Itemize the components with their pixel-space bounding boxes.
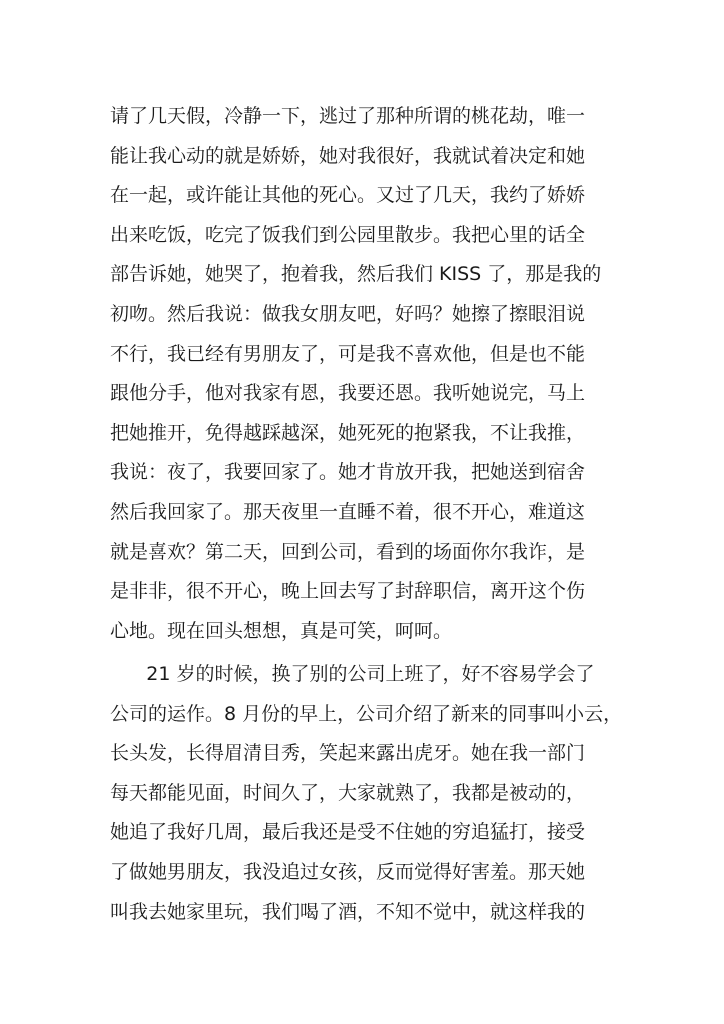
paragraph-2 <box>110 655 630 932</box>
text-line: 请了几天假，冷静一下，逃过了那种所谓的桃花劫，唯一 <box>110 105 586 127</box>
text-line: 不行，我已经有男朋友了，可是我不喜欢他，但是也不能 <box>110 342 586 365</box>
text-line: 长头发，长得眉清目秀，笑起来露出虎牙。她在我一部门 <box>110 742 586 765</box>
text-line: 我说：夜了，我要回家了。她才肯放开我，把她送到宿舍 <box>110 461 586 484</box>
text-line: 能让我心动的就是娇娇，她对我很好，我就试着决定和她 <box>110 144 586 167</box>
text-line: 部告诉她，她哭了，抱着我，然后我们 KISS 了，那是我的 <box>110 263 602 286</box>
text-line: 出来吃饭，吃完了饭我们到公园里散步。我把心里的话全 <box>110 223 586 246</box>
text-line: 跟他分手，他对我家有恩，我要还恩。我听她说完，马上 <box>110 382 586 405</box>
text-line: 在一起，或许能让其他的死心。又过了几天，我约了娇娇 <box>110 184 586 207</box>
text-line: 21 岁的时候，换了别的公司上班了，好不容易学会了 <box>110 663 595 685</box>
text-line: 把她推开，免得越踩越深，她死死的抱紧我，不让我推， <box>110 421 586 444</box>
text-line: 初吻。然后我说：做我女朋友吧，好吗？她擦了擦眼泪说 <box>110 302 586 325</box>
text-line: 心地。现在回头想想，真是可笑，呵呵。 <box>110 619 453 642</box>
text-line: 公司的运作。8 月份的早上，公司介绍了新来的同事叫小云， <box>110 702 623 725</box>
text-line: 她追了我好几周，最后我还是受不住她的穷追猛打，接受 <box>110 821 586 844</box>
text-line: 叫我去她家里玩，我们喝了酒，不知不觉中，就这样我的 <box>110 900 586 923</box>
text-line: 是非非，很不开心，晚上回去写了封辞职信，离开这个伤 <box>110 580 586 603</box>
text-line: 了做她男朋友，我没追过女孩，反而觉得好害羞。那天她 <box>110 860 586 883</box>
text-line: 然后我回家了。那天夜里一直睡不着，很不开心，难道这 <box>110 500 586 523</box>
paragraph-1 <box>110 97 630 651</box>
text-line: 每天都能见面，时间久了，大家就熟了，我都是被动的， <box>110 781 586 804</box>
text-line: 就是喜欢？第二天，回到公司，看到的场面你尔我诈，是 <box>110 540 586 563</box>
